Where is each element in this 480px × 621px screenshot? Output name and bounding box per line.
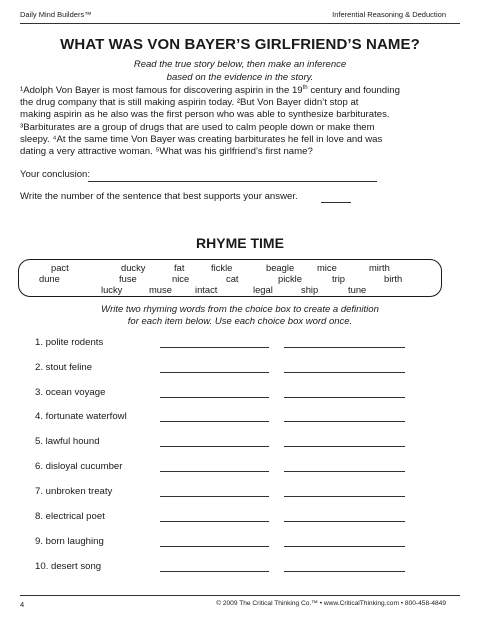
answer-line-2[interactable]: [284, 571, 405, 572]
rhyme-item: 9. born laughing: [35, 536, 104, 547]
choice-word: fuse: [119, 273, 137, 284]
choice-word: dune: [39, 273, 60, 284]
worksheet-title: WHAT WAS VON BAYER’S GIRLFRIEND’S NAME?: [60, 36, 420, 53]
intro-line: based on the evidence in the story.: [166, 71, 314, 83]
answer-line-1[interactable]: [160, 397, 269, 398]
answer-line-1[interactable]: [160, 571, 269, 572]
rhyme-item: 1. polite rodents: [35, 337, 104, 348]
choice-word: pact: [51, 262, 69, 273]
answer-line-2[interactable]: [284, 397, 405, 398]
answer-line-2[interactable]: [284, 521, 405, 522]
story-line-part: century and founding: [307, 85, 400, 96]
rhyme-time-title: RHYME TIME: [196, 235, 284, 251]
answer-line-1[interactable]: [160, 372, 269, 373]
choice-word: intact: [195, 284, 218, 295]
answer-line-1[interactable]: [160, 347, 269, 348]
answer-line-2[interactable]: [284, 421, 405, 422]
answer-line-2[interactable]: [284, 471, 405, 472]
choice-word: ducky: [121, 262, 146, 273]
story-text: [20, 85, 470, 158]
choice-word: lucky: [101, 284, 123, 295]
choice-word: mice: [317, 262, 337, 273]
header-divider: [20, 23, 460, 24]
answer-line-1[interactable]: [160, 546, 269, 547]
answer-line-2[interactable]: [284, 347, 405, 348]
story-line: dating a very attractive woman. ⁵What was his girlfriend’s first name?: [20, 146, 313, 158]
choice-word: mirth: [369, 262, 390, 273]
rhyme-item: 4. fortunate waterfowl: [35, 411, 127, 422]
choice-word: fat: [174, 262, 185, 273]
rhyme-item: 2. stout feline: [35, 362, 93, 373]
answer-line-2[interactable]: [284, 496, 405, 497]
choice-word: legal: [253, 284, 273, 295]
answer-line-2[interactable]: [284, 372, 405, 373]
rhyme-item: 6. disloyal cucumber: [35, 461, 123, 472]
answer-line-2[interactable]: [284, 446, 405, 447]
header-series-name: Daily Mind Builders™: [20, 10, 92, 19]
footer-divider: [20, 595, 460, 596]
intro-line: Read the true story below, then make an inference: [133, 59, 347, 70]
story-intro: [0, 59, 480, 84]
answer-line-1[interactable]: [160, 521, 269, 522]
story-superscript: th: [302, 84, 308, 91]
choice-word: pickle: [278, 273, 302, 284]
story-line: [20, 85, 470, 97]
choice-word: trip: [332, 273, 346, 284]
choice-word: tune: [348, 284, 367, 295]
choice-word: nice: [172, 273, 190, 284]
answer-line-1[interactable]: [160, 421, 269, 422]
header-topic: Inferential Reasoning & Deduction: [332, 10, 446, 19]
choice-word: beagle: [266, 262, 295, 273]
conclusion-answer-line[interactable]: [88, 181, 377, 182]
choice-box: [18, 259, 442, 297]
conclusion-label: Your conclusion:: [20, 169, 91, 180]
story-line: ³Barbiturates are a group of drugs that are used to calm people down or make them: [20, 121, 375, 133]
answer-line-1[interactable]: [160, 446, 269, 447]
choice-word: ship: [301, 284, 319, 295]
rhyme-item: 7. unbroken treaty: [35, 486, 113, 497]
answer-line-1[interactable]: [160, 496, 269, 497]
story-line: making aspirin as he also was the first person who was able to synthesize barbiturates.: [20, 109, 390, 121]
support-answer-line[interactable]: [321, 202, 351, 203]
rhyme-item: 8. electrical poet: [35, 511, 105, 522]
rhyme-instructions: [0, 304, 480, 328]
choice-word: cat: [226, 273, 239, 284]
choice-word: birth: [384, 273, 403, 284]
rhyme-item: 5. lawful hound: [35, 436, 100, 447]
instruction-line: Write two rhyming words from the choice box to create a definition: [101, 304, 379, 315]
rhyme-item: 3. ocean voyage: [35, 387, 106, 398]
support-label: Write the number of the sentence that best supports your answer.: [20, 191, 298, 202]
answer-line-2[interactable]: [284, 546, 405, 547]
choice-word: muse: [149, 284, 172, 295]
story-line-part: ¹Adolph Von Bayer is most famous for discovering aspirin in the 19: [20, 85, 303, 96]
copyright-notice: © 2009 The Critical Thinking Co.™ • www.CriticalThinking.com • 800-458-4849: [216, 600, 446, 607]
answer-line-1[interactable]: [160, 471, 269, 472]
instruction-line: for each item below. Use each choice box word once.: [127, 316, 353, 327]
page-number: 4: [20, 600, 25, 609]
story-line: sleepy. ⁴At the same time Von Bayer was creating barbiturates he fell in love and was: [20, 133, 383, 145]
rhyme-item: 10. desert song: [35, 561, 102, 572]
choice-word: fickle: [211, 262, 233, 273]
story-line: the drug company that is still making aspirin today. ²But Von Bayer didn’t stop at: [20, 97, 359, 109]
